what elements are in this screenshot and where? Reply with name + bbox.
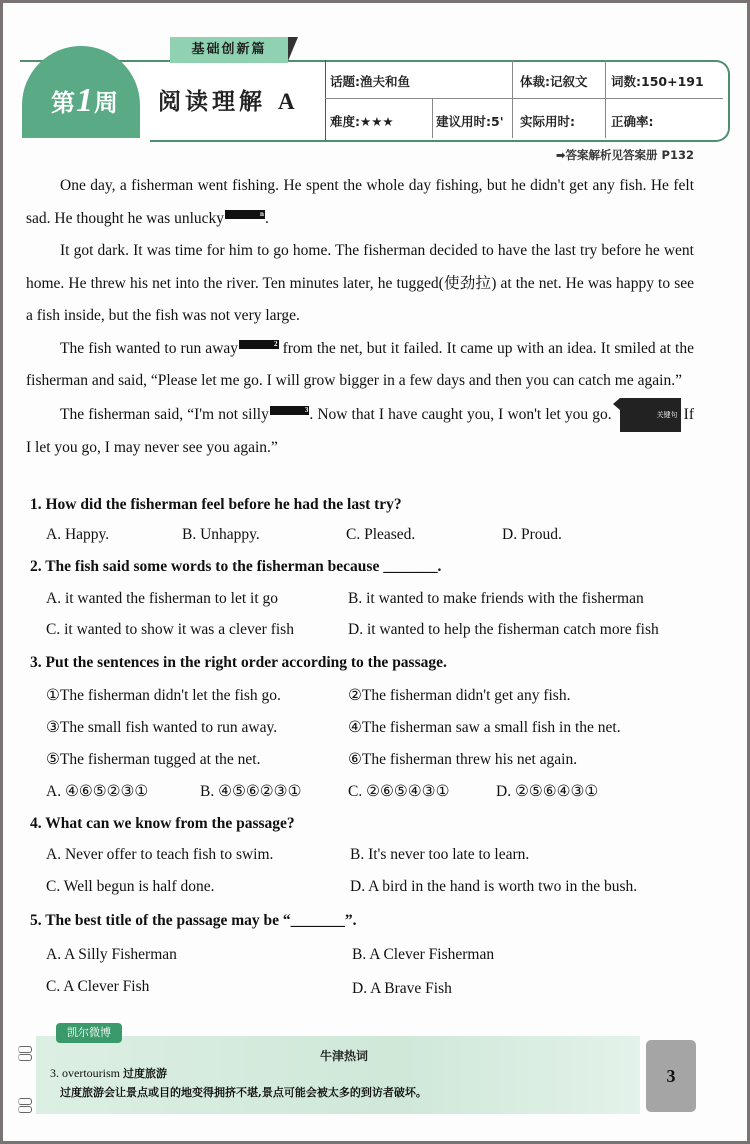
genre-cell: 体裁:记叙文 (520, 74, 588, 89)
paragraph (26, 333, 694, 398)
paragraph-text: The fisherman said, “I'm not silly (60, 405, 269, 423)
paragraph-text: from the net, but it failed. It came up with an idea. It smiled at the fisherman and said, “Please let me go. I will grow bigger in a few days and then you can catch me again.” (26, 339, 694, 389)
question-5-stem: 5. The best title of the passage may be “_______”. (30, 912, 357, 929)
q3-sentence-4: ④The fisherman saw a small fish in the net. (348, 719, 621, 736)
q3-sentence-2: ②The fisherman didn't get any fish. (348, 687, 571, 704)
q1-option-c[interactable]: C. Pleased. (346, 526, 416, 543)
section-title-cn: 阅读理解 (158, 89, 266, 115)
note-marker-icon: 3 (270, 406, 310, 415)
question-4-stem: 4. What can we know from the passage? (30, 815, 295, 832)
q3-sentence-5: ⑤The fisherman tugged at the net. (46, 751, 261, 768)
section-title (158, 83, 295, 116)
week-number: 1 (76, 82, 94, 119)
paragraph-text: One day, a fisherman went fishing. He spent the whole day fishing, but he didn't get any fish. He felt sad. He thought he was unlucky (26, 177, 694, 227)
section-letter: A (278, 89, 295, 114)
question-2-stem: 2. The fish said some words to the fisherman because _______. (30, 558, 442, 575)
binding-ring-icon (18, 1098, 32, 1105)
q4-option-b[interactable]: B. It's never too late to learn. (350, 846, 530, 863)
binding-ring-icon (18, 1054, 32, 1061)
note-marker-icon: 2 (239, 340, 279, 349)
section-tab: 基础创新篇 (170, 37, 288, 63)
binding-ring-icon (18, 1106, 32, 1113)
q3-option-a[interactable]: A. ④⑥⑤②③① (46, 783, 149, 800)
paragraph: It got dark. It was time for him to go home. The fisherman decided to have the last try before he went home. He threw his net into the river. Ten minutes later, he tugged(使劲拉) at the net. He was happy to see a fish inside, but the fish was not very large. (26, 242, 694, 324)
difficulty-cell: 难度:★★★ (330, 114, 394, 129)
q3-sentence-3: ③The small fish wanted to run away. (46, 719, 278, 736)
footer-word-cn: 过度旅游 (123, 1067, 167, 1080)
q3-option-c[interactable]: C. ②⑥⑤④③① (348, 783, 450, 800)
week-suffix: 周 (94, 89, 119, 117)
q3-option-d[interactable]: D. ②⑤⑥④③① (496, 783, 599, 800)
key-sentence-arrow-icon: 关键句 (620, 398, 681, 433)
suggested-time-cell: 建议用时:5' (436, 114, 504, 129)
q1-option-a[interactable]: A. Happy. (46, 526, 110, 543)
q4-option-a[interactable]: A. Never offer to teach fish to swim. (46, 846, 274, 863)
q2-option-b[interactable]: B. it wanted to make friends with the fisherman (348, 590, 644, 607)
page-number: 3 (646, 1040, 696, 1112)
question-1-stem: 1. How did the fisherman feel before he had the last try? (30, 496, 402, 513)
week-prefix: 第 (51, 89, 76, 117)
q3-option-b[interactable]: B. ④⑤⑥②③① (200, 783, 302, 800)
footer-tag: 凯尔微博 (56, 1023, 122, 1043)
q5-option-c[interactable]: C. A Clever Fish (46, 978, 150, 995)
paragraph (26, 398, 694, 465)
q2-option-a[interactable]: A. it wanted the fisherman to let it go (46, 590, 279, 607)
info-row-divider (325, 98, 723, 99)
q2-option-c[interactable]: C. it wanted to show it was a clever fish (46, 621, 294, 638)
note-marker-icon: n (225, 210, 265, 219)
footer-description: 过度旅游会让景点或目的地变得拥挤不堪,景点可能会被太多的到访者破坏。 (60, 1086, 427, 1099)
reading-passage (26, 170, 694, 465)
badge-base (20, 138, 150, 168)
footer-title: 牛津热词 (320, 1049, 369, 1063)
answer-reference: ➡答案解析见答案册 P132 (555, 148, 694, 162)
paragraph (26, 170, 694, 235)
q4-option-d[interactable]: D. A bird in the hand is worth two in the bush. (350, 878, 638, 895)
q4-option-c[interactable]: C. Well begun is half done. (46, 878, 215, 895)
word-count-cell: 词数:150+191 (611, 74, 704, 89)
q2-option-d[interactable]: D. it wanted to help the fisherman catch more fish (348, 621, 659, 638)
footer-word (50, 1065, 167, 1081)
q5-option-a[interactable]: A. A Silly Fisherman (46, 946, 177, 963)
actual-time-cell: 实际用时: (520, 114, 575, 129)
paragraph-text: If I let you go, I may never see you again.” (26, 405, 694, 456)
q1-option-b[interactable]: B. Unhappy. (182, 526, 260, 543)
info-col-divider (432, 99, 433, 138)
tab-flag-icon (288, 37, 298, 61)
info-col-divider (512, 60, 513, 138)
week-label (30, 82, 140, 120)
q1-option-d[interactable]: D. Proud. (502, 526, 562, 543)
accuracy-cell: 正确率: (611, 114, 654, 129)
paragraph-text: . Now that I have caught you, I won't let you go. (309, 405, 612, 423)
topic-cell: 话题:渔夫和鱼 (330, 74, 410, 89)
q5-option-d[interactable]: D. A Brave Fish (352, 980, 452, 997)
binding-ring-icon (18, 1046, 32, 1053)
question-3-stem: 3. Put the sentences in the right order according to the passage. (30, 654, 447, 671)
footer-word-en: 3. overtourism (50, 1066, 120, 1080)
q5-option-b[interactable]: B. A Clever Fisherman (352, 946, 495, 963)
paragraph-text: . (264, 209, 269, 227)
paragraph-text: The fish wanted to run away (60, 339, 239, 357)
q3-sentence-6: ⑥The fisherman threw his net again. (348, 751, 578, 768)
info-col-divider (605, 60, 606, 138)
q3-sentence-1: ①The fisherman didn't let the fish go. (46, 687, 281, 704)
